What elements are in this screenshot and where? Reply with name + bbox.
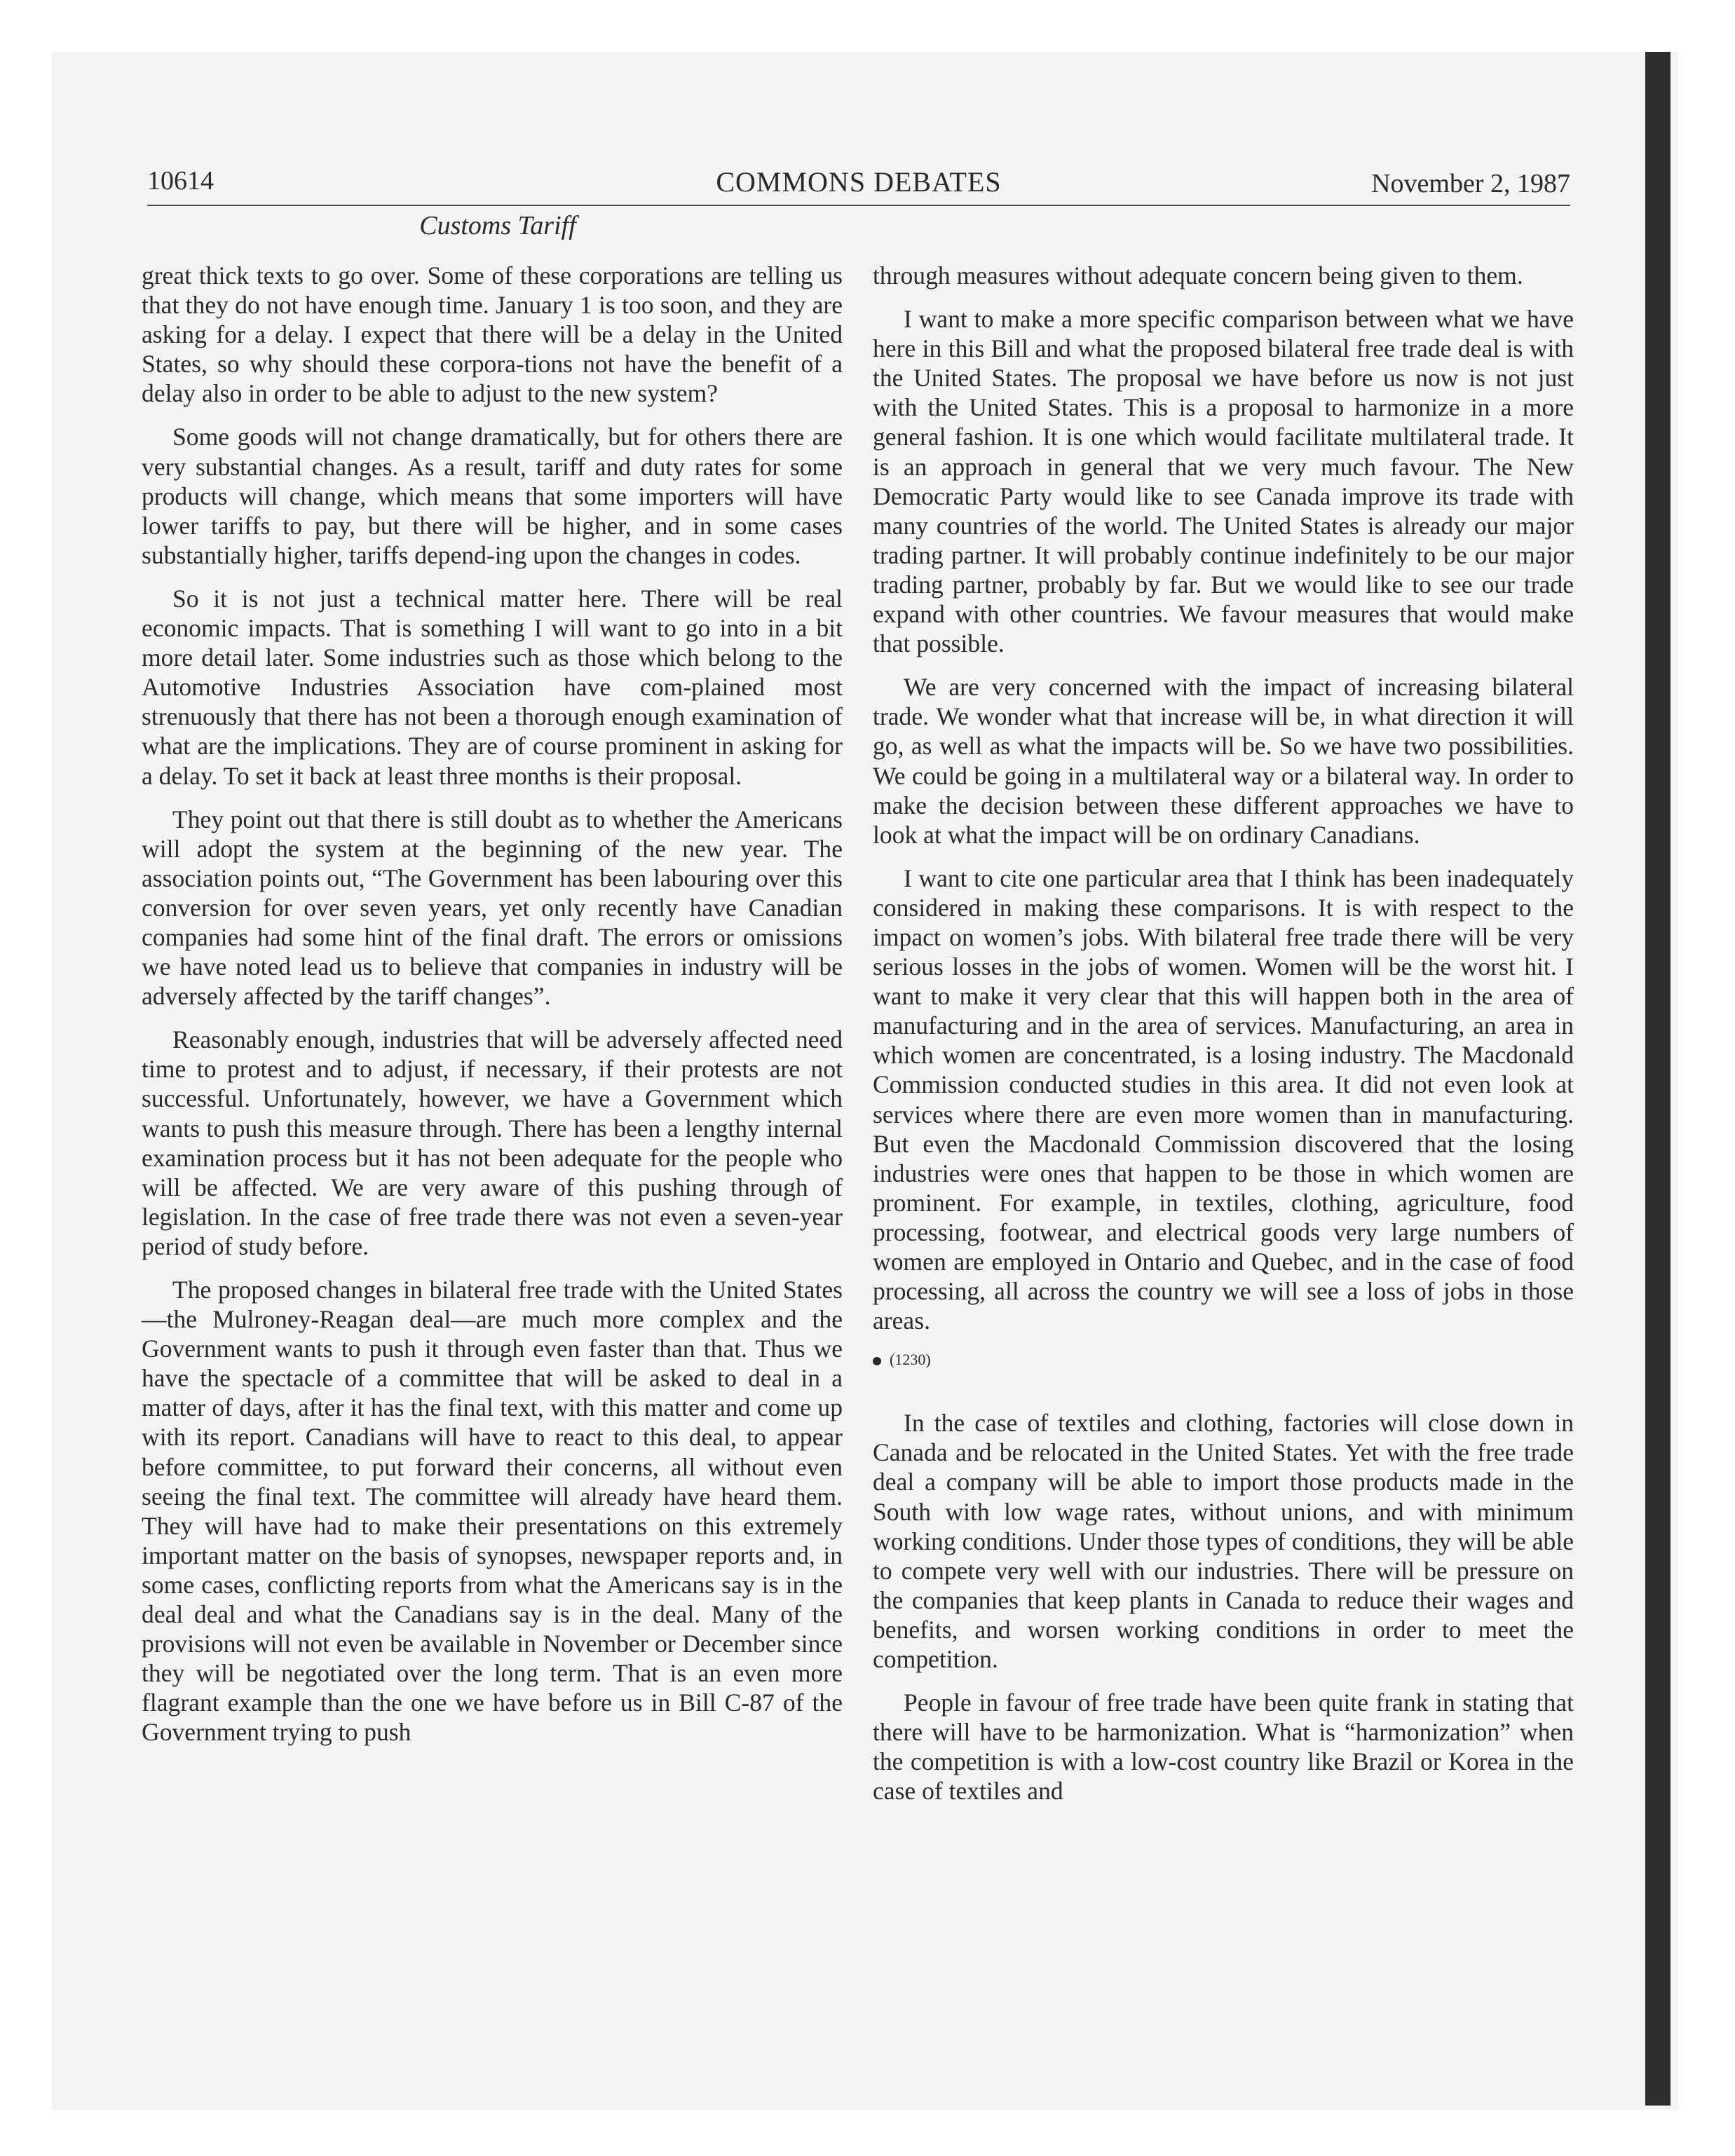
paragraph: So it is not just a technical matter here. There will be real economic impacts. That is something I will want to go into in a bit more detail later. Some industries such as those which belong to the Automotive Industries Association have com-plained most strenuously that there has not been a thorough enough examination of what are the implications. They are of course prominent in asking for a delay. To set it back at least three months is their proposal. bbox=[142, 584, 843, 790]
section-title: Customs Tariff bbox=[419, 211, 576, 240]
paragraph: People in favour of free trade have been quite frank in stating that there will have to be harmonization. What is “harmonization” when the competition is with a low-cost country like Brazil or Korea in the case of textiles and bbox=[873, 1688, 1574, 1806]
paragraph: I want to cite one particular area that I think has been inadequately considered in making these comparisons. It is with respect to the impact on women’s jobs. With bilateral free trade there will be very serious losses in the jobs of women. Women will be the worst hit. I want to make it very clear that this will happen both in the area of manufacturing and in the area of services. Manufacturing, an area in which women are concentrated, is a losing industry. The Macdonald Commission conducted studies in this area. It did not even look at services where there are even more women than in manufacturing. But even the Macdonald Commission discovered that the losing industries were ones that happen to be those in which women are prominent. For example, in textiles, clothing, agriculture, food processing, footwear, and electrical goods very large numbers of women are employed in Ontario and Quebec, and in the case of food processing, all across the country we will see a loss of jobs in those areas. bbox=[873, 864, 1574, 1335]
header-date: November 2, 1987 bbox=[1371, 169, 1570, 198]
page-header bbox=[147, 160, 1570, 205]
paragraph: In the case of textiles and clothing, factories will close down in Canada and be relocated in the United States. Yet with the free trade deal a company will be able to import those products made in the South with low wage rates, without unions, and with minimum working conditions. Under those types of conditions, they will be able to compete very well with our industries. There will be pressure on the companies that keep plants in Canada to reduce their wages and benefits, and worsen working conditions in order to meet the competition. bbox=[873, 1409, 1574, 1674]
paragraph: Reasonably enough, industries that will be adversely affected need time to protest and to adjust, if necessary, if their protests are not successful. Unfortunately, however, we have a Government which wants to push this measure through. There has been a lengthy internal examination process but it has not been adequate for the people who will be affected. We are very aware of this pushing through of legislation. In the case of free trade there was not even a seven-year period of study before. bbox=[142, 1025, 843, 1260]
scan-edge-shadow bbox=[1645, 52, 1671, 2106]
paragraph: Some goods will not change dramatically, but for others there are very substantial changes. As a result, tariff and duty rates for some products will change, which means that some importers will have lower tariffs to pay, but there will be higher, and in some cases substantially higher, tariffs depend-ing upon the changes in codes. bbox=[142, 423, 843, 569]
header-rule bbox=[147, 205, 1570, 206]
running-head: COMMONS DEBATES bbox=[716, 166, 1002, 198]
paragraph: I want to make a more specific comparison between what we have here in this Bill and what the proposed bilateral free trade deal is with the United States. The proposal we have before us now is not just with the United States. This is a proposal to harmonize in a more general fashion. It is one which would facilitate multilateral trade. It is an approach in general that we very much favour. The New Democratic Party would like to see Canada improve its trade with many countries of the world. The United States is already our major trading partner. It will probably continue indefinitely to be our major trading partner, probably by far. But we would like to see our trade expand with other countries. We favour measures that would make that possible. bbox=[873, 305, 1574, 658]
paragraph: They point out that there is still doubt as to whether the Americans will adopt the system at the beginning of the new year. The association points out, “The Government has been labouring over this conversion for over seven years, yet only recently have Canadian companies had some hint of the final draft. The errors or omissions we have noted lead us to believe that companies in industry will be adversely affected by the tariff changes”. bbox=[142, 805, 843, 1011]
paragraph: great thick texts to go over. Some of these corporations are telling us that they do not have enough time. January 1 is too soon, and they are asking for a delay. I expect that there will be a delay in the United States, so why should these corpora-tions not have the benefit of a delay also in order to be able to adjust to the new system? bbox=[142, 261, 843, 408]
time-marker-text: (1230) bbox=[890, 1351, 931, 1369]
paragraph: The proposed changes in bilateral free trade with the United States—the Mulroney-Reagan deal—are much more complex and the Government wants to push it through even faster than that. Thus we have the spectacle of a committee that will be asked to deal in a matter of days, after it has the final text, with this matter and come up with its report. Canadians will have to react to this deal, to appear before committee, to put forward their concerns, all without even seeing the final text. The committee will already have heard them. They will have had to make their presentations on this extremely important matter on the basis of synopses, newspaper reports and, in some cases, conflicting reports from what the Americans say is in the deal deal and what the Canadians say is in the deal. Many of the provisions will not even be available in November or December since they will be negotiated over the long term. That is an even more flagrant example than the one we have before us in Bill C-87 of the Government trying to push bbox=[142, 1276, 843, 1747]
left-column bbox=[142, 261, 843, 1761]
time-marker bbox=[873, 1349, 1574, 1370]
right-column bbox=[873, 261, 1574, 1820]
bullet-icon bbox=[873, 1357, 881, 1365]
paragraph: We are very concerned with the impact of increasing bilateral trade. We wonder what that increase will be, in what direction it will go, as well as what the impacts will be. So we have two possibilities. We could be going in a multilateral way or a bilateral way. In order to make the decision between these different approaches we have to look at what the impact will be on ordinary Canadians. bbox=[873, 673, 1574, 849]
paragraph: through measures without adequate concern being given to them. bbox=[873, 261, 1523, 289]
page-number: 10614 bbox=[147, 166, 214, 196]
